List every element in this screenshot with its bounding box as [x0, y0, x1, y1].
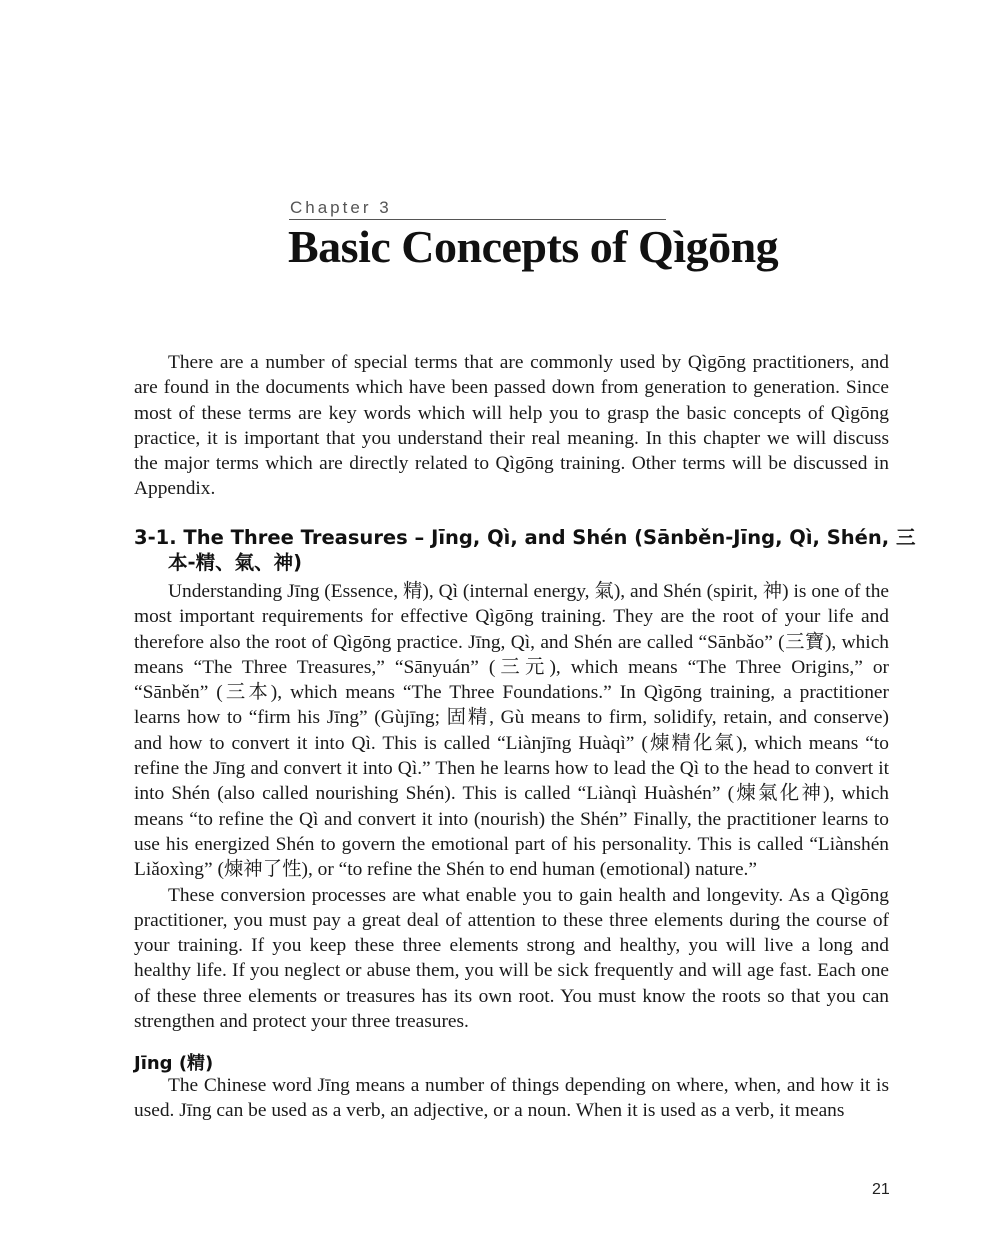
page-number: 21: [872, 1181, 890, 1198]
subsection-body: [134, 1073, 889, 1124]
subsection-paragraph: The Chinese word Jīng means a number of things depending on where, when, and how it is used. Jīng can be used as a verb, an adjective, or a noun. When it is used as a verb, it means: [134, 1075, 889, 1122]
chapter-label: Chapter 3: [290, 198, 392, 217]
chapter-title: Basic Concepts of Qìgōng: [288, 221, 779, 272]
intro-paragraph: There are a number of special terms that are commonly used by Qìgōng practitioners, and are found in the documents which have been passed down from generation to generation. Since most of these terms are key words which will help you to grasp the basic concepts of Qìgōng practice, it is important that you understand their real meaning. In this chapter we will discuss the major terms which are directly related to Qìgōng training. Other terms will be discussed in Appendix.: [134, 352, 889, 500]
intro-section: [134, 350, 889, 502]
section-body: [134, 579, 889, 1034]
section-paragraph: Understanding Jīng (Essence, 精), Qì (internal energy, 氣), and Shén (spirit, 神) is one of the most important requirements for effective Qìgōng training. They are the root of your life and therefore also the root of Qìgōng practice. Jīng, Qì, and Shén are called “Sānbǎo” (三寶), which means “The Three Treasures,” “Sānyuán” (三元), which means “The Three Origins,” or “Sānběn” (三本), which means “The Three Foundations.” In Qìgōng training, a practitioner learns how to “firm his Jīng” (Gùjīng; 固精, Gù means to firm, solidify, retain, and conserve) and how to convert it into Qì. This is called “Liànjīng Huàqì” (煉精化氣), which means “to refine the Jīng and convert it into Qì.” Then he learns how to lead the Qì to the head to convert it into Shén (also called nourishing Shén). This is called “Liànqì Huàshén” (煉氣化神), which means “to refine the Qì and convert it into (nourish) the Shén” Finally, the practitioner learns to use his energized Shén to govern the emotional part of his personality. This is called “Liànshén Liǎoxìng” (煉神了性), or “to refine the Shén to end human (emotional) nature.”: [134, 581, 889, 881]
section-heading: 3-1. The Three Treasures – Jīng, Qì, and Shén (Sānběn-Jīng, Qì, Shén, 三本-精、氣、神): [134, 526, 916, 574]
section-paragraph: These conversion processes are what enable you to gain health and longevity. As a Qìgōng practitioner, you must pay a great deal of attention to these three elements during the course of your training. If you keep these three elements strong and healthy, you will live a long and healthy life. If you neglect or abuse them, you will be sick frequently and will age fast. Each one of these three elements or treasures has its own root. You must know the roots so that you can strengthen and protect your three treasures.: [134, 884, 889, 1033]
subsection-heading: Jīng (精): [134, 1053, 214, 1074]
